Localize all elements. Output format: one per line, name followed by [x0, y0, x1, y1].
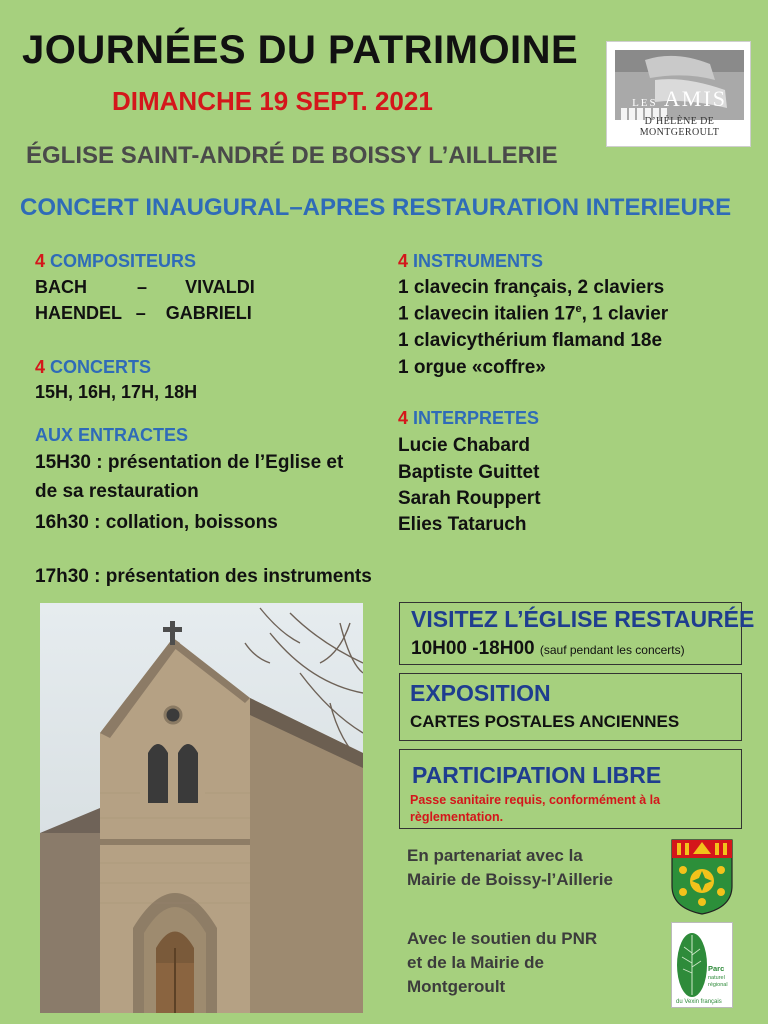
- instrument-item: 1 orgue «coffre»: [398, 357, 546, 378]
- pnr-text-parc: Parc: [708, 964, 725, 973]
- exposition-title: EXPOSITION: [410, 680, 551, 706]
- poster-title: JOURNÉES DU PATRIMOINE: [22, 28, 579, 72]
- instrument-superscript: e: [575, 303, 582, 315]
- mairie-partner-text: [407, 844, 613, 892]
- pnr-text-vexin: du Vexin français: [676, 999, 722, 1005]
- visite-note: (sauf pendant les concerts): [539, 643, 685, 657]
- participation-note-2: règlementation.: [410, 810, 504, 824]
- concerts-label: CONCERTS: [50, 357, 152, 377]
- partner-line: Avec le soutien du PNR: [407, 929, 598, 948]
- composer-haendel: HAENDEL: [35, 303, 122, 323]
- pnr-partner-text: [407, 927, 597, 999]
- composer-separator: –: [137, 277, 148, 297]
- logo-wordmark: [607, 86, 752, 112]
- visite-title: VISITEZ L’ÉGLISE RESTAURÉE: [411, 606, 755, 632]
- instrument-item: [398, 303, 668, 325]
- composer-bach: BACH: [35, 277, 87, 297]
- instrument-item-text: 1 clavecin italien 17: [398, 303, 576, 325]
- interprete-name: Baptiste Guittet: [398, 462, 540, 483]
- composer-separator: –: [135, 303, 146, 323]
- concerts-times: 15H, 16H, 17H, 18H: [35, 382, 198, 402]
- entracte-item-3: 17h30 : présentation des instruments: [35, 566, 372, 587]
- interprete-name: Lucie Chabard: [398, 435, 530, 456]
- exposition-subtitle: CARTES POSTALES ANCIENNES: [410, 712, 680, 731]
- pnr-leaf-icon: [672, 923, 732, 1007]
- partner-line: En partenariat avec la: [407, 846, 583, 865]
- church-name: ÉGLISE SAINT-ANDRÉ DE BOISSY L’AILLERIE: [26, 142, 558, 169]
- compositeurs-line-1: [35, 277, 255, 298]
- pnr-vexin-logo: [671, 922, 733, 1008]
- pnr-text-regional: régional: [708, 982, 728, 988]
- participation-note-1: Passe sanitaire requis, conformément à la: [410, 793, 661, 807]
- logo-les: LES: [632, 97, 658, 109]
- partner-line: et de la Mairie de: [407, 953, 544, 972]
- visite-hours: 10H00 -18H00: [411, 638, 535, 659]
- logo-caption: D’HÉLÈNE DE MONTGEROULT: [639, 116, 720, 138]
- entracte-item-1a: 15H30 : présentation de l’Eglise et: [35, 452, 344, 473]
- compositeurs-count: 4: [35, 251, 46, 271]
- instruments-label: INSTRUMENTS: [413, 251, 544, 271]
- exposition-box: [399, 673, 742, 741]
- boissy-coat-of-arms-icon: [669, 836, 735, 916]
- participation-title: PARTICIPATION LIBRE: [412, 762, 662, 788]
- event-date: DIMANCHE 19 SEPT. 2021: [112, 86, 433, 116]
- entracte-item-2: 16h30 : collation, boissons: [35, 512, 278, 533]
- interpretes-label: INTERPRETES: [413, 408, 540, 428]
- interprete-name: Elies Tataruch: [398, 514, 527, 535]
- visite-box: [399, 602, 755, 665]
- pnr-text-naturel: naturel: [708, 975, 725, 981]
- visite-hours-line: [411, 638, 685, 660]
- instrument-item: 1 clavicythérium flamand 18e: [398, 330, 663, 351]
- interprete-name: Sarah Rouppert: [398, 488, 541, 509]
- logo-amis: AMIS: [663, 86, 727, 111]
- entractes-heading: AUX ENTRACTES: [35, 425, 189, 445]
- instruments-count: 4: [398, 251, 409, 271]
- partner-line: Mairie de Boissy-l’Aillerie: [407, 870, 613, 889]
- concerts-heading: [35, 357, 151, 378]
- instruments-heading: [398, 251, 543, 272]
- entracte-item-1b: de sa restauration: [35, 481, 199, 502]
- church-illustration: [40, 603, 363, 1013]
- interpretes-count: 4: [398, 408, 409, 428]
- compositeurs-line-2: [35, 303, 252, 324]
- concerts-count: 4: [35, 357, 46, 377]
- concert-subtitle: CONCERT INAUGURAL–APRES RESTAURATION INTERIEURE: [20, 194, 732, 221]
- instrument-item: 1 clavecin français, 2 claviers: [398, 277, 665, 298]
- amis-montgeroult-logo: [606, 41, 751, 147]
- composer-gabrieli: GABRIELI: [165, 303, 252, 323]
- instrument-item-tail: , 1 clavier: [581, 303, 669, 325]
- participation-box: [399, 749, 742, 829]
- composer-vivaldi: VIVALDI: [185, 277, 255, 297]
- compositeurs-heading: [35, 251, 196, 272]
- compositeurs-label: COMPOSITEURS: [50, 251, 197, 271]
- partner-line: Montgeroult: [407, 977, 506, 996]
- interpretes-heading: [398, 408, 539, 429]
- church-photo: [40, 603, 363, 1013]
